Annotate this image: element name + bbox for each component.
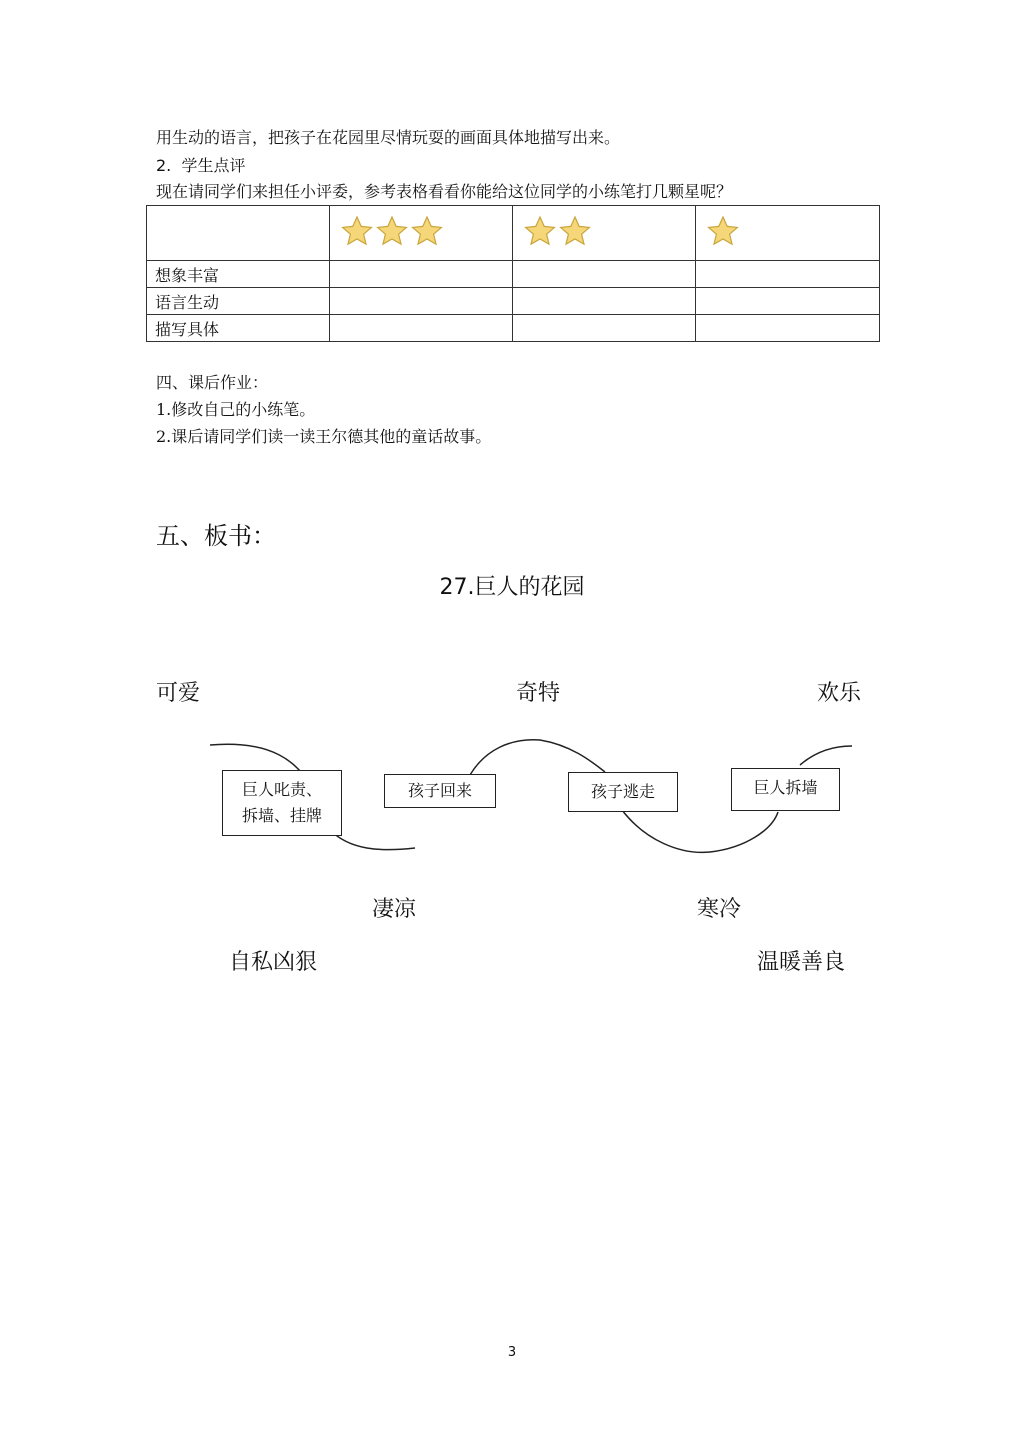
bottom-word: 寒冷 bbox=[697, 897, 742, 922]
rating-header-empty bbox=[147, 206, 330, 261]
character-word: 温暖善良 bbox=[757, 950, 846, 975]
story-curve bbox=[0, 720, 1024, 870]
plot-box-giant-scolds: 巨人叱责、 拆墙、挂牌 bbox=[222, 770, 342, 836]
top-word: 奇特 bbox=[516, 681, 561, 706]
rating-cell[interactable] bbox=[330, 288, 513, 315]
rating-cell[interactable] bbox=[513, 261, 696, 288]
instruction-line: 现在请同学们来担任小评委，参考表格看看你能给这位同学的小练笔打几颗星呢？ bbox=[156, 182, 733, 201]
star-icon bbox=[411, 215, 443, 247]
board-title: 27.巨人的花园 bbox=[439, 575, 585, 600]
rating-cell[interactable] bbox=[513, 288, 696, 315]
step2-title: 学生点评 bbox=[181, 156, 246, 175]
intro-line: 用生动的语言，把孩子在花园里尽情玩耍的画面具体地描写出来。 bbox=[156, 128, 621, 147]
star-icon bbox=[524, 215, 556, 247]
bottom-word: 凄凉 bbox=[372, 897, 417, 922]
character-word: 自私凶狠 bbox=[229, 950, 318, 975]
rating-cell[interactable] bbox=[513, 315, 696, 342]
rating-cell[interactable] bbox=[696, 261, 880, 288]
rating-table bbox=[146, 205, 880, 342]
rating-cell[interactable] bbox=[696, 288, 880, 315]
rating-row bbox=[147, 288, 880, 315]
one-star-header bbox=[696, 206, 880, 261]
star-group bbox=[704, 215, 739, 247]
page-number: 3 bbox=[507, 1345, 517, 1360]
rating-row-label: 想象丰富 bbox=[147, 261, 330, 288]
rating-cell[interactable] bbox=[330, 315, 513, 342]
rating-row-label: 语言生动 bbox=[147, 288, 330, 315]
rating-row bbox=[147, 315, 880, 342]
rating-header-row bbox=[147, 206, 880, 261]
rating-cell[interactable] bbox=[696, 315, 880, 342]
step2-number: 2. bbox=[156, 156, 172, 175]
plot-box-children-flee: 孩子逃走 bbox=[568, 772, 678, 812]
star-icon bbox=[376, 215, 408, 247]
star-icon bbox=[341, 215, 373, 247]
star-group bbox=[338, 215, 443, 247]
homework-item: 2.课后请同学们读一读王尔德其他的童话故事。 bbox=[156, 427, 492, 446]
plot-box-giant-removes-wall: 巨人拆墙 bbox=[731, 768, 840, 811]
homework-heading: 四、课后作业： bbox=[156, 373, 269, 392]
rating-row-label: 描写具体 bbox=[147, 315, 330, 342]
homework-item: 1.修改自己的小练笔。 bbox=[156, 400, 316, 419]
top-word: 欢乐 bbox=[817, 681, 862, 706]
top-word: 可爱 bbox=[156, 681, 201, 706]
step2-heading bbox=[156, 156, 245, 176]
plot-box-children-return: 孩子回来 bbox=[384, 774, 496, 808]
star-group bbox=[521, 215, 591, 247]
rating-cell[interactable] bbox=[330, 261, 513, 288]
rating-row bbox=[147, 261, 880, 288]
star-icon bbox=[707, 215, 739, 247]
board-heading: 五、板书： bbox=[156, 522, 276, 550]
two-star-header bbox=[513, 206, 696, 261]
star-icon bbox=[559, 215, 591, 247]
three-star-header bbox=[330, 206, 513, 261]
